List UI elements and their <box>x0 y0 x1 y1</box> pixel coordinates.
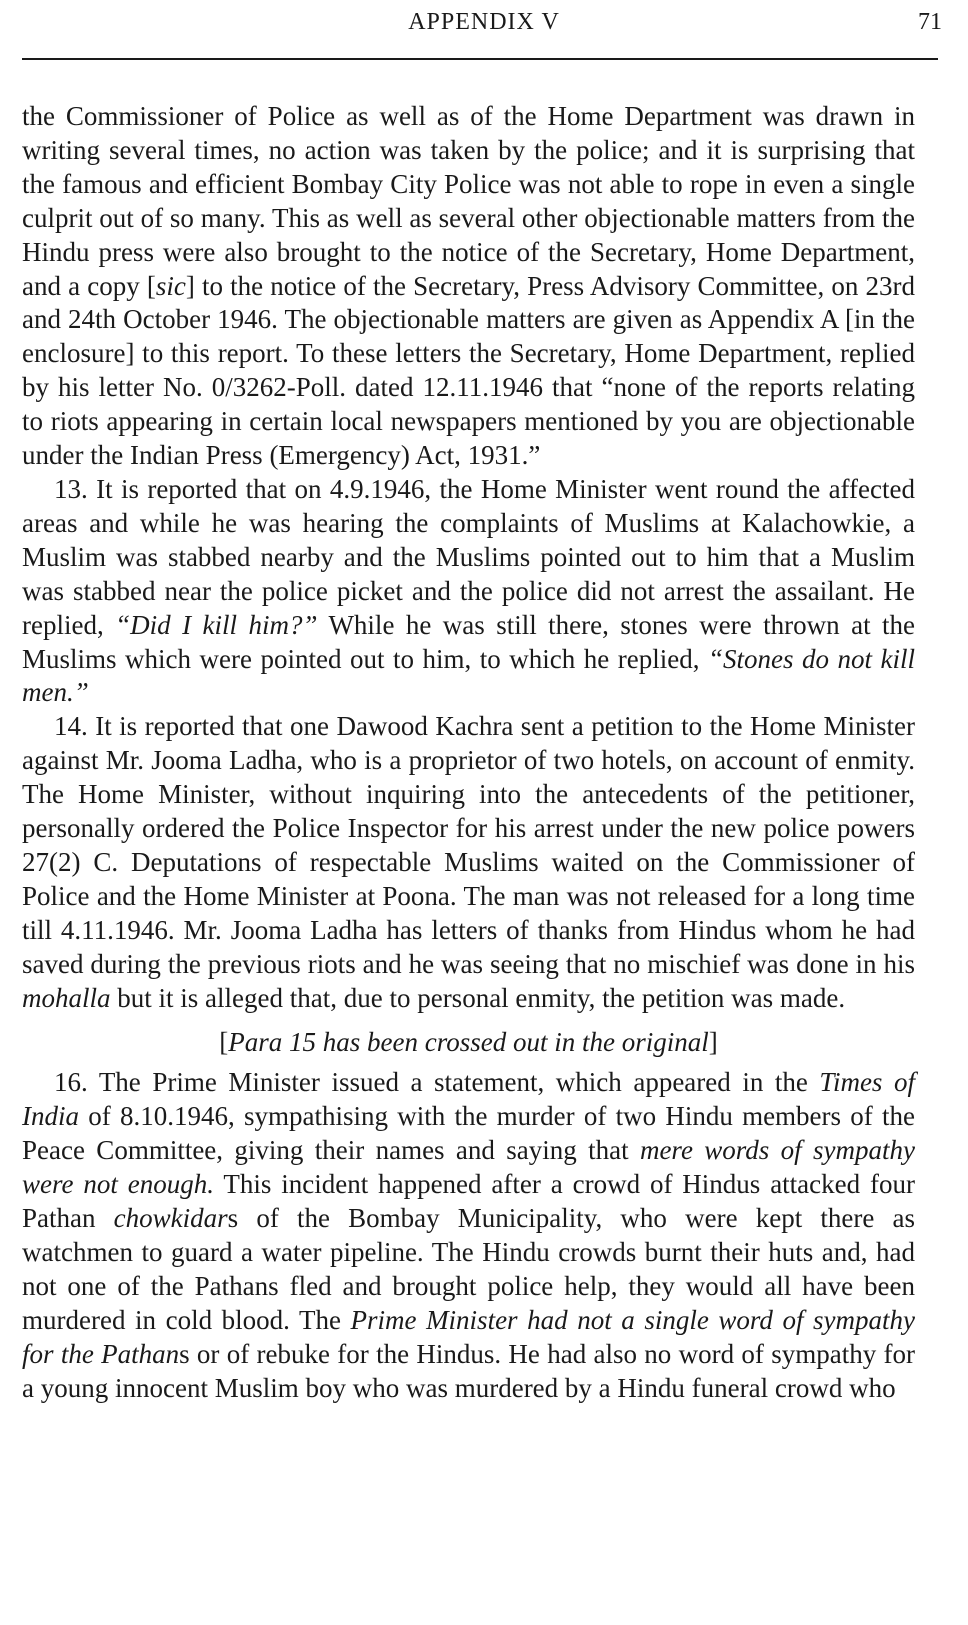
text-run: 13. It is reported that on 4.9.1946, the Home Minister went round the affected areas and while he was hearing the complaints of Muslims at Kalachowkie, a Muslim was stabbed nearby and the Muslims pointed out to him that a Muslim was stabbed near the police picket and the police did not arrest the assailant. He replied, <box>22 473 915 640</box>
italic-run: “Stones do not kill men.” <box>22 643 915 708</box>
text-run: While he was still there, stones were thrown at the Muslims which were pointed out to him, to which he replied, <box>22 609 915 674</box>
text-run: ] <box>708 1027 718 1058</box>
text-run: the Commissioner of Police as well as of the Home Department was drawn in writing several times, no action was taken by the police; and it is surprising that the famous and efficient Bombay City Police was not able to rope in even a single culprit out of so many. This as well as several other objectionable matters from the Hindu press were also brought to the notice of the Secretary, Home Department, and a copy [ <box>22 101 915 301</box>
italic-run: chowkidar <box>113 1203 228 1233</box>
italic-run: mohalla <box>22 982 111 1013</box>
text-run: ] to the notice of the Secretary, Press Advisory Committee, on 23rd and 24th October 1946. The objectionable matters are given as Appendix A [in the enclosure] to this report. To these letters the Secretary, Home Department, replied by his letter No. 0/3262-Poll. dated 12.11.1946 that “none of the reports relating to riots appearing in certain local newspapers mentioned by you are objectionable under the Indian Press (Emergency) Act, 1931.” <box>22 270 915 471</box>
text-run: but it is alleged that, due to personal enmity, the petition was made. <box>110 982 846 1013</box>
italic-run: sic <box>155 270 186 301</box>
italic-run: Times of India <box>22 1067 915 1132</box>
italic-run: Prime Minister had not a single word of sympathy for the Pathan <box>22 1304 915 1369</box>
text-run: 14. It is reported that one Dawood Kachra sent a petition to the Home Minister against Mr. Jooma Ladha, who is a proprietor of two hotels, on account of enmity. The Home Minister, without inquiring into the antecedents of the petitioner, personally ordered the Police Inspector for his arrest under the new police powers 27(2) C. Deputations of respectable Muslims waited on the Commissioner of Police and the Home Minister at Poona. The man was not released for a long time till 4.11.1946. Mr. Jooma Ladha has letters of thanks from Hindus whom he had saved during the previous riots and he was seeing that no mischief was done in his <box>22 711 915 979</box>
text-run: s or of rebuke for the Hindus. He had also no word of sympathy for a young innocent Muslim boy who was murdered by a Hindu funeral crowd who <box>22 1338 915 1403</box>
header-rule <box>22 58 938 60</box>
body-text <box>22 100 915 1405</box>
paragraph-14 <box>22 710 915 1015</box>
paragraph-continued <box>22 100 915 473</box>
text-run: This incident happened after a crowd of Hindus attacked four Pathan <box>22 1169 915 1233</box>
text-run: of 8.10.1946, sympathising with the murder of two Hindu members of the Peace Committee, giving their names and saying that <box>22 1101 915 1166</box>
italic-run: “Did I kill him?” <box>115 609 318 640</box>
italic-run: Para 15 has been crossed out in the original <box>228 1027 709 1058</box>
text-run: [ <box>219 1027 229 1058</box>
paragraph-16 <box>22 1066 915 1405</box>
page-number: 71 <box>918 9 942 35</box>
text-run: s of the Bombay Municipality, who were kept there as watchmen to guard a water pipeline. The Hindu crowds burnt their huts and, had not one of the Pathans fled and brought police help, they would all have been murdered in cold blood. The <box>22 1203 915 1335</box>
paragraph-13 <box>22 473 915 710</box>
running-title: APPENDIX V <box>408 9 560 35</box>
page-header <box>22 6 946 46</box>
editorial-note <box>22 1026 915 1060</box>
text-run: 16. The Prime Minister issued a statement, which appeared in the <box>54 1067 820 1098</box>
italic-run: mere words of sympathy were not enough. <box>22 1135 915 1200</box>
